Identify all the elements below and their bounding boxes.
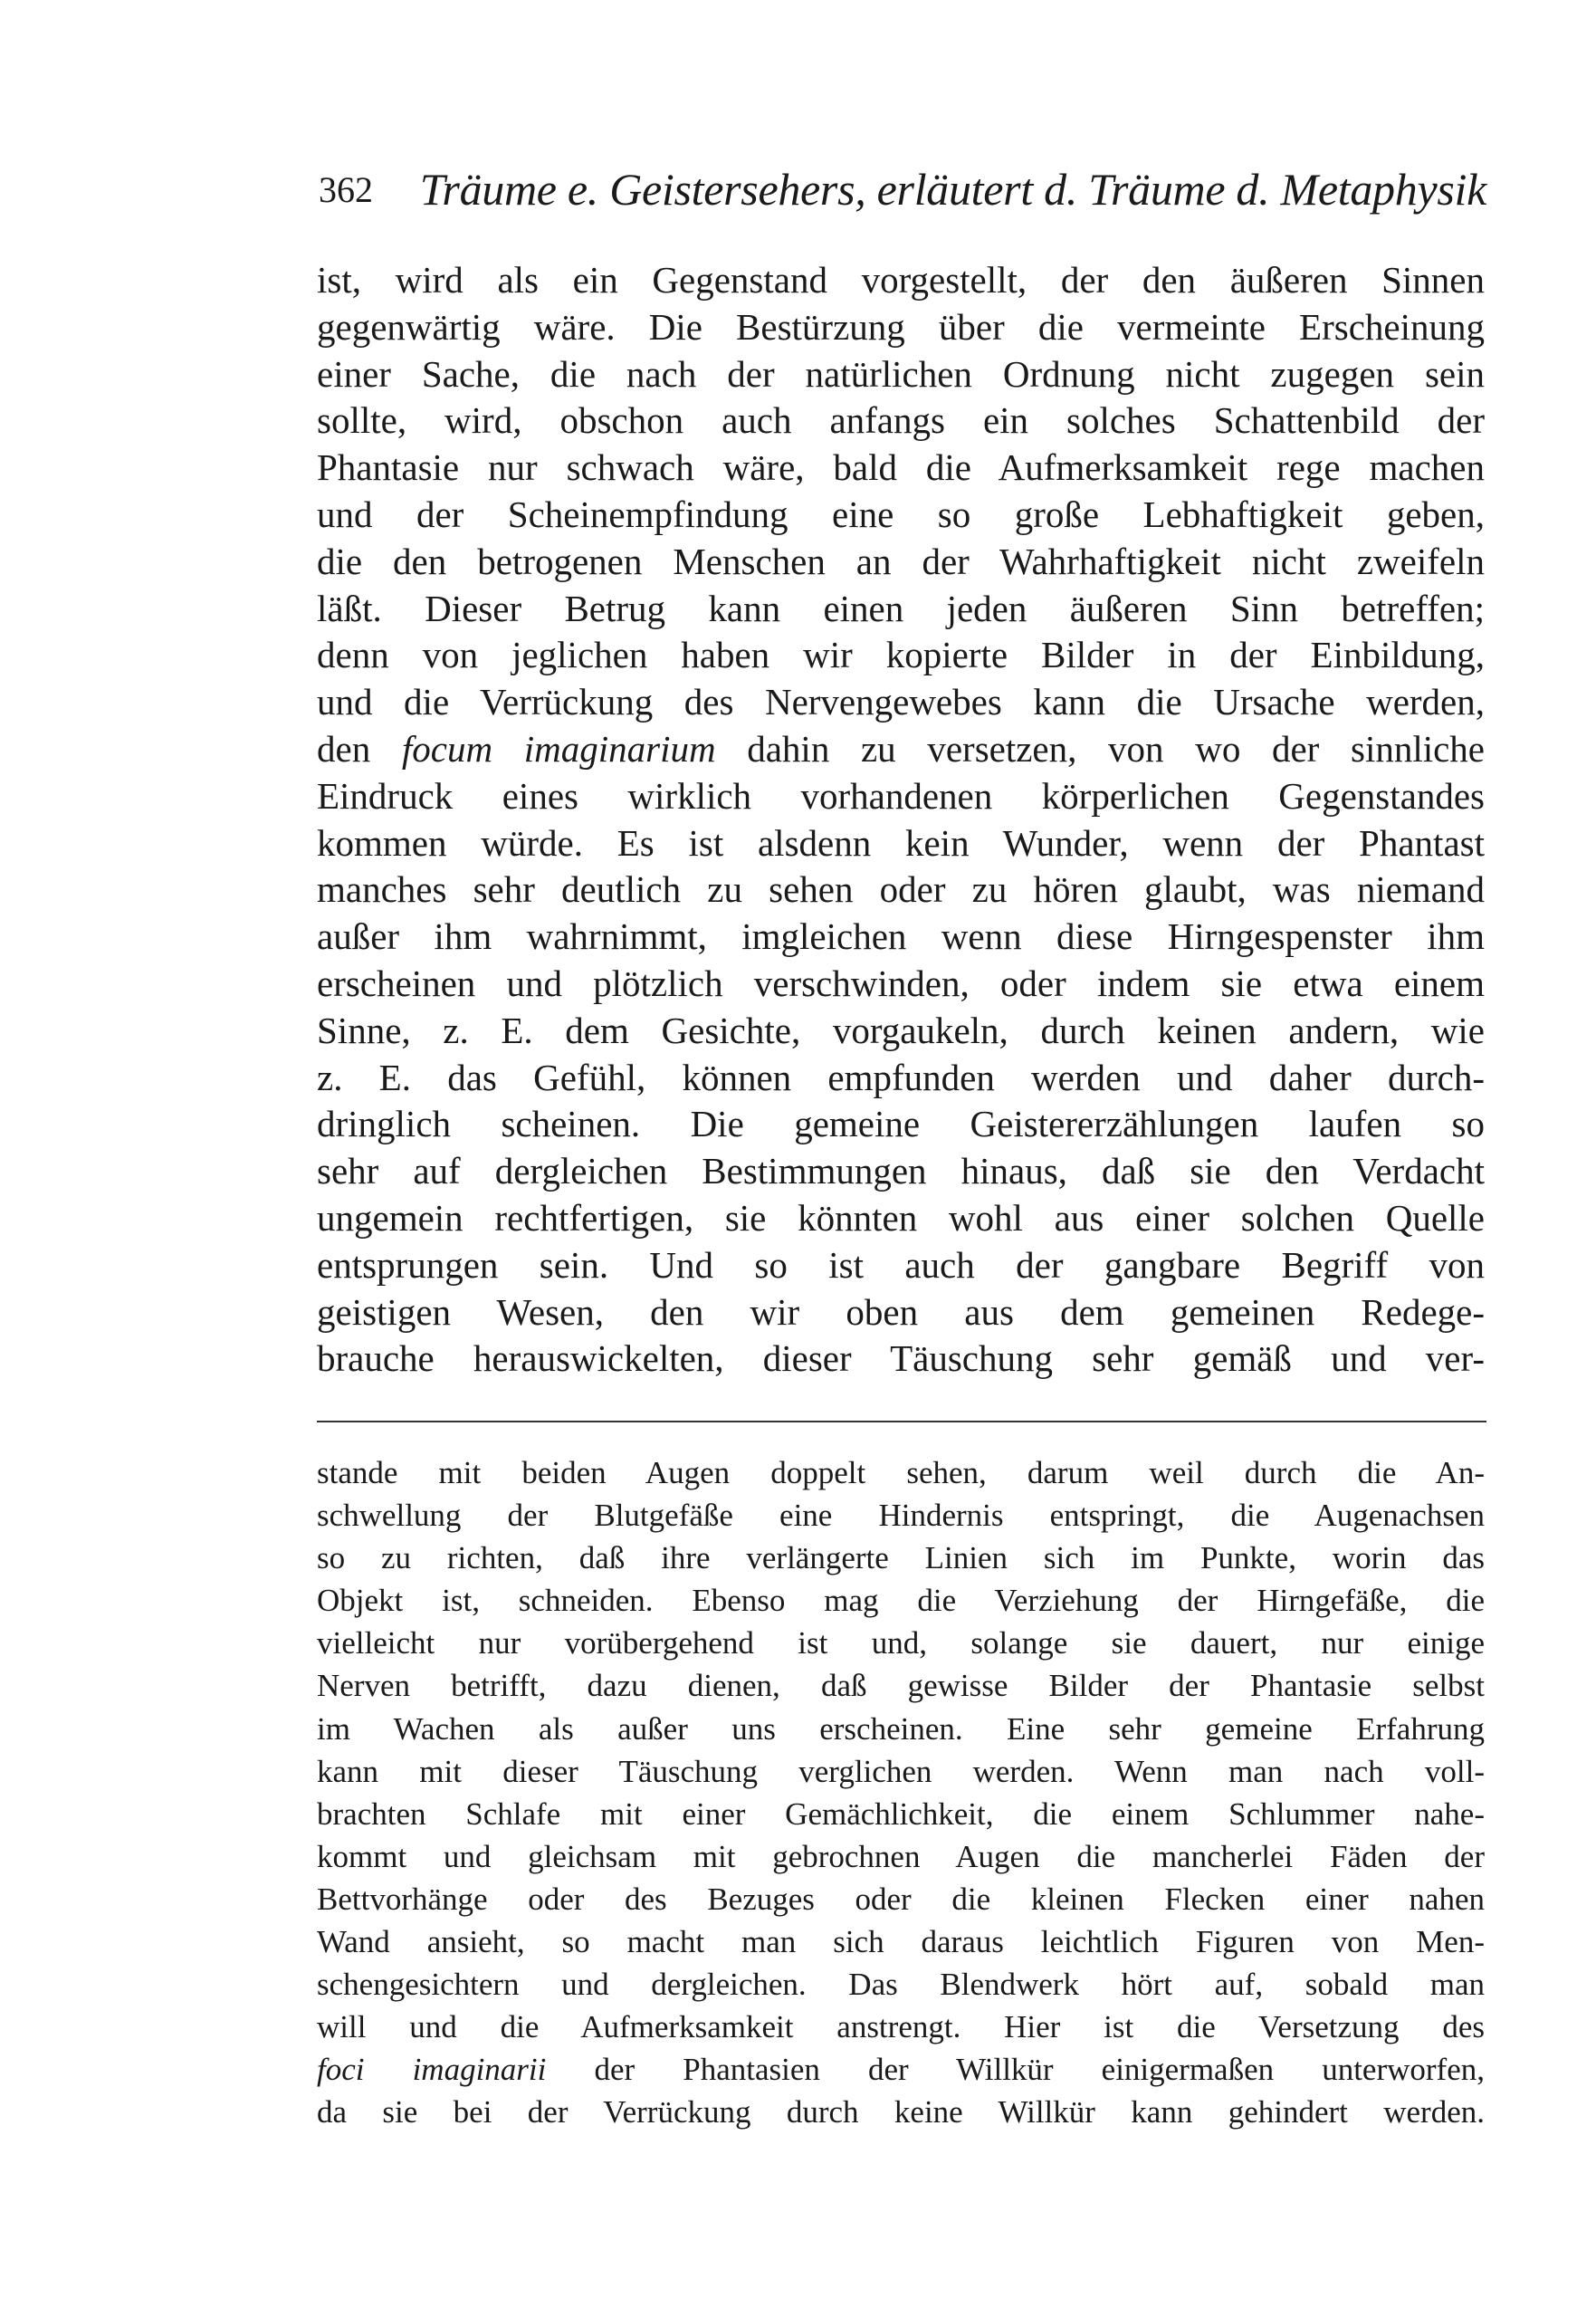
text-segment: brauche herauswickelten, dieser Täuschung sehr gemäß und ver-: [317, 1337, 1485, 1380]
text-segment: außer ihm wahrnimmt, imgleichen wenn diese Hirngespenster ihm: [317, 915, 1485, 958]
text-line: [317, 445, 1485, 492]
text-line: [317, 539, 1485, 586]
text-line: [317, 1537, 1485, 1579]
page-number: 362: [319, 169, 373, 210]
text-segment: entsprungen sein. Und so ist auch der gangbare Begriff von: [317, 1243, 1485, 1286]
text-line: [317, 1242, 1485, 1289]
text-line: [317, 492, 1485, 539]
text-segment: will und die Aufmerksamkeit anstrengt. Hier ist die Versetzung des: [317, 2009, 1485, 2045]
text-line: [317, 726, 1485, 773]
text-line: [317, 1963, 1485, 2006]
text-line: [317, 961, 1485, 1008]
running-header: [319, 163, 1486, 221]
text-line: [317, 632, 1485, 679]
text-segment: läßt. Dieser Betrug kann einen jeden äußeren Sinn betreffen;: [317, 587, 1485, 629]
text-line: [317, 1336, 1485, 1383]
text-line: [317, 1750, 1485, 1793]
text-line: [317, 2006, 1485, 2048]
text-line: [317, 1101, 1485, 1148]
text-segment: schwellung der Blutgefäße eine Hindernis entspringt, die Augenachsen: [317, 1498, 1485, 1534]
text-segment: sehr auf dergleichen Bestimmungen hinaus, daß sie den Verdacht: [317, 1150, 1485, 1192]
text-line: [317, 1451, 1485, 1494]
text-segment: manches sehr deutlich zu sehen oder zu hören glaubt, was niemand: [317, 868, 1485, 911]
text-line: [317, 1920, 1485, 1963]
text-segment: Nerven betrifft, dazu dienen, daß gewisse Bilder der Phantasie selbst: [317, 1668, 1485, 1704]
italic-phrase: foci imaginarii: [317, 2052, 547, 2088]
main-text: [317, 257, 1485, 1383]
text-segment: kommen würde. Es ist alsdenn kein Wunder, wenn der Phantast: [317, 821, 1485, 864]
text-line: [317, 1878, 1485, 1920]
running-title: Träume e. Geistersehers, erläutert d. Träume d. Metaphysik: [419, 164, 1486, 215]
text-segment: kann mit dieser Täuschung verglichen werden. Wenn man nach voll-: [317, 1753, 1485, 1789]
text-segment: Phantasie nur schwach wäre, bald die Aufmerksamkeit rege machen: [317, 446, 1485, 489]
italic-phrase: focum imaginarium: [401, 727, 716, 770]
text-segment: Sinne, z. E. dem Gesichte, vorgaukeln, durch keinen andern, wie: [317, 1009, 1485, 1051]
text-line: [317, 1793, 1485, 1835]
text-segment: da sie bei der Verrückung durch keine Willkür kann gehindert werden.: [317, 2094, 1485, 2130]
text-line: [317, 2091, 1485, 2133]
text-line: [317, 1148, 1485, 1195]
text-line: [317, 914, 1485, 961]
text-segment: Objekt ist, schneiden. Ebenso mag die Verziehung der Hirngefäße, die: [317, 1583, 1485, 1619]
text-segment: den: [317, 727, 402, 770]
text-segment: Bettvorhänge oder des Bezuges oder die kleinen Flecken einer nahen: [317, 1881, 1485, 1917]
text-line: [317, 304, 1485, 351]
text-segment: dahin zu versetzen, von wo der sinnliche: [715, 727, 1486, 770]
text-segment: ist, wird als ein Gegenstand vorgestellt, der den äußeren Sinnen: [317, 259, 1485, 301]
text-line: [317, 1622, 1485, 1664]
text-line: [317, 1055, 1485, 1102]
text-segment: einer Sache, die nach der natürlichen Ordnung nicht zugegen sein: [317, 352, 1485, 395]
text-segment: erscheinen und plötzlich verschwinden, oder indem sie etwa einem: [317, 962, 1485, 1004]
footnote-text: [317, 1451, 1485, 2134]
text-line: [317, 586, 1485, 633]
text-segment: der Phantasien der Willkür einigermaßen unterworfen,: [546, 2052, 1485, 2088]
text-segment: Wand ansieht, so macht man sich daraus leichtlich Figuren von Men-: [317, 1924, 1485, 1960]
text-line: [317, 820, 1485, 867]
text-line: [317, 351, 1485, 398]
text-line: [317, 1195, 1485, 1242]
text-segment: kommt und gleichsam mit gebrochnen Augen die mancherlei Fäden der: [317, 1838, 1485, 1874]
text-segment: stande mit beiden Augen doppelt sehen, darum weil durch die An-: [317, 1455, 1485, 1490]
text-segment: z. E. das Gefühl, können empfunden werden und daher durch-: [317, 1056, 1485, 1098]
text-line: [317, 867, 1485, 914]
text-segment: und der Scheinempfindung eine so große Lebhaftigkeit geben,: [317, 493, 1485, 535]
text-segment: dringlich scheinen. Die gemeine Geistererzählungen laufen so: [317, 1103, 1485, 1145]
text-segment: gegenwärtig wäre. Die Bestürzung über die vermeinte Erscheinung: [317, 305, 1485, 348]
text-segment: denn von jeglichen haben wir kopierte Bilder in der Einbildung,: [317, 634, 1485, 676]
text-line: [317, 773, 1485, 820]
text-line: [317, 397, 1485, 445]
footnote-separator: [317, 1421, 1486, 1422]
text-segment: schengesichtern und dergleichen. Das Blendwerk hört auf, sobald man: [317, 1967, 1485, 2003]
text-line: [317, 1708, 1485, 1750]
text-segment: sollte, wird, obschon auch anfangs ein solches Schattenbild der: [317, 399, 1485, 442]
text-segment: geistigen Wesen, den wir oben aus dem gemeinen Redege-: [317, 1290, 1485, 1333]
text-line: [317, 1664, 1485, 1707]
text-segment: vielleicht nur vorübergehend ist und, solange sie dauert, nur einige: [317, 1625, 1485, 1661]
text-line: [317, 1835, 1485, 1878]
text-line: [317, 257, 1485, 304]
text-segment: ungemein rechtfertigen, sie könnten wohl aus einer solchen Quelle: [317, 1196, 1485, 1239]
text-line: [317, 1579, 1485, 1622]
text-segment: die den betrogenen Menschen an der Wahrhaftigkeit nicht zweifeln: [317, 540, 1485, 582]
text-line: [317, 679, 1485, 726]
text-segment: im Wachen als außer uns erscheinen. Eine sehr gemeine Erfahrung: [317, 1710, 1485, 1747]
text-line: [317, 1008, 1485, 1055]
text-line: [317, 1494, 1485, 1537]
text-segment: brachten Schlafe mit einer Gemächlichkeit, die einem Schlummer nahe-: [317, 1795, 1485, 1832]
text-segment: und die Verrückung des Nervengewebes kann die Ursache werden,: [317, 681, 1485, 723]
text-segment: so zu richten, daß ihre verlängerte Linien sich im Punkte, worin das: [317, 1540, 1485, 1576]
text-line: [317, 1289, 1485, 1336]
text-segment: Eindruck eines wirklich vorhandenen körperlichen Gegenstandes: [317, 774, 1485, 817]
text-line: [317, 2048, 1485, 2091]
